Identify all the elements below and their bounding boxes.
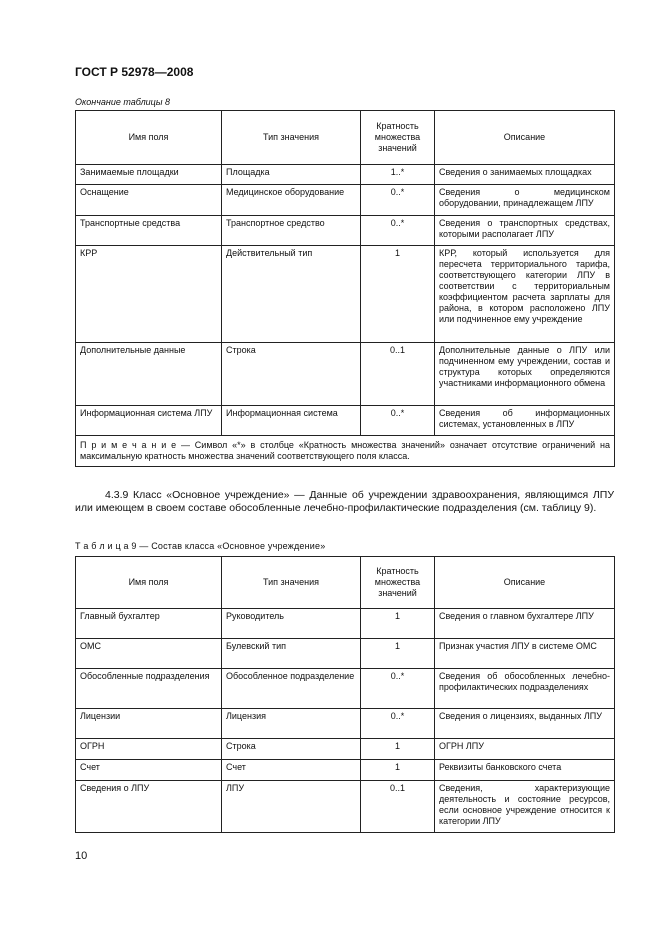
section-4-3-9-paragraph: 4.3.9 Класс «Основное учреждение» — Данные об учреждении здравоохранения, являющимся ЛПУ или имеющем в своем составе обособленные лечебно-профилактические подразделения (см. таблицу 9).: [75, 489, 614, 514]
cell-value-type: Руководитель: [222, 609, 361, 639]
cell-multiplicity: 0..1: [361, 781, 435, 833]
cell-field-name: Сведения о ЛПУ: [76, 781, 222, 833]
table-row: [76, 406, 615, 436]
table-row: [76, 246, 615, 343]
cell-description: Дополнительные данные о ЛПУ или подчиненном ему учреждении, состав и структура которых определяются участниками информационного обмена: [435, 343, 615, 406]
cell-field-name: ОГРН: [76, 739, 222, 760]
cell-description: Сведения об информационных системах, установленных в ЛПУ: [435, 406, 615, 436]
cell-field-name: Занимаемые площадки: [76, 165, 222, 185]
col-header-description: Описание: [435, 557, 615, 609]
table-row: [76, 760, 615, 781]
cell-description: Сведения о медицинском оборудовании, принадлежащем ЛПУ: [435, 185, 615, 216]
cell-value-type: Медицинское оборудование: [222, 185, 361, 216]
cell-field-name: Транспортные средства: [76, 216, 222, 246]
table-row: [76, 669, 615, 709]
cell-field-name: ОМС: [76, 639, 222, 669]
cell-value-type: Счет: [222, 760, 361, 781]
cell-multiplicity: 1..*: [361, 165, 435, 185]
table-8: [75, 110, 615, 467]
cell-value-type: Строка: [222, 739, 361, 760]
cell-value-type: Транспортное средство: [222, 216, 361, 246]
cell-multiplicity: 0..*: [361, 709, 435, 739]
cell-field-name: Главный бухгалтер: [76, 609, 222, 639]
cell-description: Сведения о занимаемых площадках: [435, 165, 615, 185]
cell-multiplicity: 1: [361, 246, 435, 343]
cell-description: Признак участия ЛПУ в системе ОМС: [435, 639, 615, 669]
table8-note: П р и м е ч а н и е — Символ «*» в столбце «Кратность множества значений» означает отсутствие ограничений на максимальную кратность множества значений соответствующего поля класса.: [76, 436, 615, 467]
table-row: [76, 739, 615, 760]
cell-value-type: Действительный тип: [222, 246, 361, 343]
cell-value-type: Площадка: [222, 165, 361, 185]
cell-value-type: Булевский тип: [222, 639, 361, 669]
cell-value-type: Лицензия: [222, 709, 361, 739]
col-header-description: Описание: [435, 111, 615, 165]
table-row: [76, 185, 615, 216]
cell-field-name: Обособленные подразделения: [76, 669, 222, 709]
cell-value-type: Обособленное подразделение: [222, 669, 361, 709]
col-header-value-type: Тип значения: [222, 557, 361, 609]
cell-description: Сведения о лицензиях, выданных ЛПУ: [435, 709, 615, 739]
cell-multiplicity: 0..*: [361, 406, 435, 436]
cell-description: Реквизиты банковского счета: [435, 760, 615, 781]
cell-description: Сведения об обособленных лечебно-профилактических подразделениях: [435, 669, 615, 709]
table-row: [76, 609, 615, 639]
col-header-field-name: Имя поля: [76, 111, 222, 165]
cell-description: ОГРН ЛПУ: [435, 739, 615, 760]
cell-description: Сведения, характеризующие деятельность и состояние ресурсов, если основное учреждение относится к категории ЛПУ: [435, 781, 615, 833]
cell-field-name: Оснащение: [76, 185, 222, 216]
table-note-row: [76, 436, 615, 467]
table9-caption: Т а б л и ц а 9 — Состав класса «Основное учреждение»: [75, 541, 326, 551]
cell-description: Сведения о транспортных средствах, которыми располагает ЛПУ: [435, 216, 615, 246]
cell-multiplicity: 1: [361, 609, 435, 639]
cell-value-type: Строка: [222, 343, 361, 406]
col-header-value-type: Тип значения: [222, 111, 361, 165]
cell-multiplicity: 0..*: [361, 185, 435, 216]
col-header-field-name: Имя поля: [76, 557, 222, 609]
table-9: [75, 556, 615, 833]
table-row: [76, 216, 615, 246]
table-row: [76, 343, 615, 406]
cell-description: Сведения о главном бухгалтере ЛПУ: [435, 609, 615, 639]
page-number: 10: [75, 850, 88, 862]
cell-value-type: ЛПУ: [222, 781, 361, 833]
cell-multiplicity: 0..1: [361, 343, 435, 406]
cell-field-name: Лицензии: [76, 709, 222, 739]
col-header-multiplicity: Кратность множества значений: [361, 557, 435, 609]
cell-description: КРР, который используется для пересчета территориального тарифа, соответствующего категории ЛПУ в соответствии с территориальным коэффициентом расчета зарплаты для района, в котором расположено ЛПУ или подчиненное ему учреждение: [435, 246, 615, 343]
table-row: [76, 165, 615, 185]
cell-field-name: КРР: [76, 246, 222, 343]
table-row: [76, 639, 615, 669]
cell-field-name: Счет: [76, 760, 222, 781]
table-row: [76, 709, 615, 739]
cell-multiplicity: 1: [361, 739, 435, 760]
cell-multiplicity: 1: [361, 760, 435, 781]
cell-multiplicity: 0..*: [361, 669, 435, 709]
cell-multiplicity: 0..*: [361, 216, 435, 246]
cell-field-name: Информационная система ЛПУ: [76, 406, 222, 436]
table8-caption: Окончание таблицы 8: [75, 97, 170, 107]
cell-value-type: Информационная система: [222, 406, 361, 436]
table-row: [76, 781, 615, 833]
cell-field-name: Дополнительные данные: [76, 343, 222, 406]
col-header-multiplicity: Кратность множества значений: [361, 111, 435, 165]
cell-multiplicity: 1: [361, 639, 435, 669]
document-header: ГОСТ Р 52978—2008: [75, 65, 194, 79]
